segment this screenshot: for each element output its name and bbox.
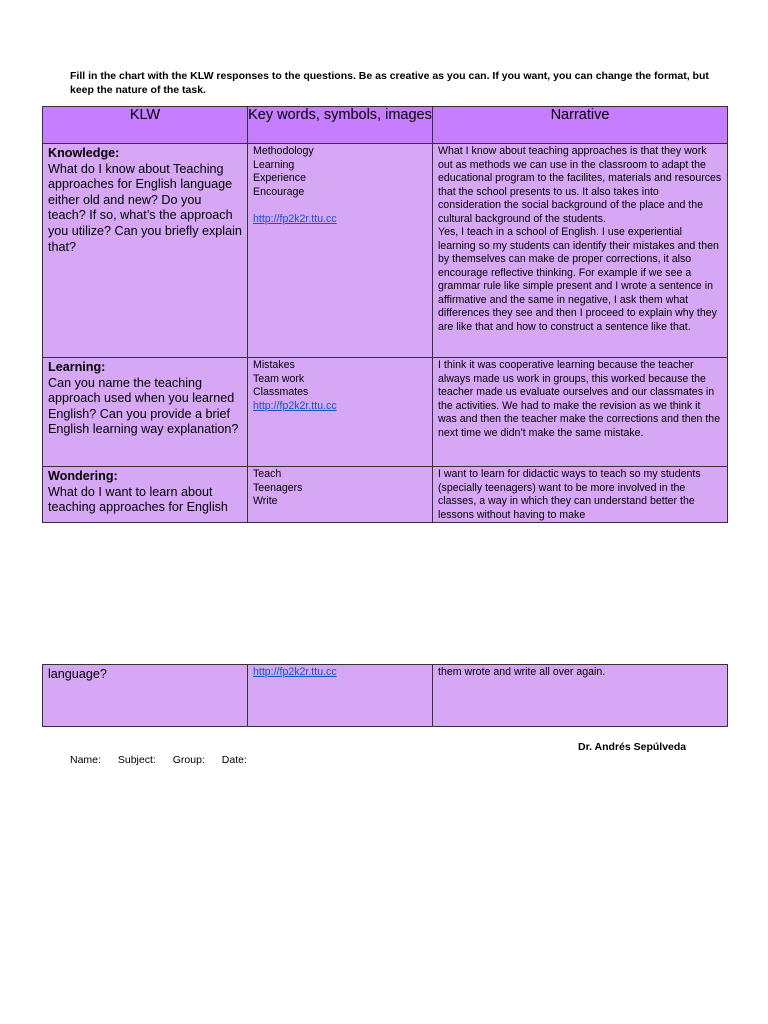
header-keywords: Key words, symbols, images <box>248 107 433 144</box>
table-row-learning <box>43 358 728 467</box>
keyword: Classmates <box>253 386 309 398</box>
field-name-label: Name: <box>70 754 101 766</box>
klw-table <box>42 106 728 523</box>
keyword: Write <box>253 495 278 507</box>
learning-question-cell <box>43 358 248 467</box>
knowledge-keywords-cell <box>248 144 433 358</box>
continuation-link[interactable]: http://fp2k2r.ttu.cc <box>253 666 337 678</box>
knowledge-link[interactable]: http://fp2k2r.ttu.cc <box>253 212 337 225</box>
learning-narrative: I think it was cooperative learning because the teacher always made us work in groups, this worked because the teacher made us evaluate ourselves and our classmates in the activities. We had to make the revision as we think it was and then the teacher make the corrections and then the next time we didn’t make the same mistake. <box>438 359 721 439</box>
knowledge-narrative: What I know about teaching approaches is that they work out as methods we can use in the classroom to adapt the educational program to the facilites, materials and resources that the school presents to us. It also takes into consideration the social background of the place and the cultural background of the students. Yes, I teach in a school of English. I use experiential learning so my students can identify their mistakes and then by themselves can make de proper corrections, it also encourage reflective thinking. For example if we see a grammar rule like simple present and I wrote a sentence in affirmative and the same in negative, I ask them what differences they see and then I proceed to explain why they are like that and how to construct a sentence like that. <box>438 145 722 333</box>
wondering-narrative: I want to learn for didactic ways to teach so my students (specially teenagers) want to be more involved in the classes, a way in which they can understand better the lessons without having to make <box>438 468 701 521</box>
field-group-label: Group: <box>172 754 205 766</box>
wondering-narrative-cell <box>433 467 728 523</box>
learning-question: Can you name the teaching approach used when you learned English? Can you provide a brief English learning way explanation? <box>48 375 239 437</box>
table-row-knowledge <box>43 144 728 358</box>
field-subject-label: Subject: <box>117 754 156 766</box>
learning-keywords-cell <box>248 358 433 467</box>
learning-narrative-cell <box>433 358 728 467</box>
knowledge-question: What do I know about Teaching approaches for English language either old and new? Do you teach? If so, what’s the approach you utilize? Can you briefly explain that? <box>48 161 242 254</box>
knowledge-title: Knowledge: <box>48 146 120 160</box>
wondering-title: Wondering: <box>48 469 118 483</box>
keyword: Encourage <box>253 185 305 198</box>
learning-link[interactable]: http://fp2k2r.ttu.cc <box>253 399 337 412</box>
footer-fields <box>70 754 261 766</box>
continuation-keywords-cell <box>248 665 433 727</box>
wondering-question-cell <box>43 467 248 523</box>
header-klw: KLW <box>43 107 248 144</box>
table-header-row <box>43 107 728 144</box>
wondering-keywords-cell <box>248 467 433 523</box>
keyword: Methodology <box>253 145 314 157</box>
author-name: Dr. Andrés Sepúlveda <box>578 741 687 753</box>
continuation-question: language? <box>48 667 107 681</box>
instructions-text: Fill in the chart with the KLW responses to the questions. Be as creative as you can. If you want, you can change the format, but keep the nature of the task. <box>70 70 709 96</box>
continuation-narrative-cell <box>433 665 728 727</box>
klw-table-continued <box>42 664 728 727</box>
table-row-wondering <box>43 467 728 523</box>
knowledge-narrative-cell <box>433 144 728 358</box>
table-row-continuation <box>43 665 728 727</box>
knowledge-question-cell <box>43 144 248 358</box>
keyword: Experience <box>253 172 306 184</box>
continuation-narrative: them wrote and write all over again. <box>438 666 606 678</box>
continuation-question-cell <box>43 665 248 727</box>
wondering-question: What do I want to learn about teaching approaches for English <box>48 484 228 515</box>
keyword: Teenagers <box>253 481 303 494</box>
keyword: Teach <box>253 468 282 480</box>
keyword: Mistakes <box>253 359 295 371</box>
field-date-label: Date: <box>221 754 247 766</box>
learning-title: Learning: <box>48 360 106 374</box>
keyword: Team work <box>253 372 305 385</box>
header-narrative: Narrative <box>433 107 728 144</box>
keyword: Learning <box>253 158 295 171</box>
